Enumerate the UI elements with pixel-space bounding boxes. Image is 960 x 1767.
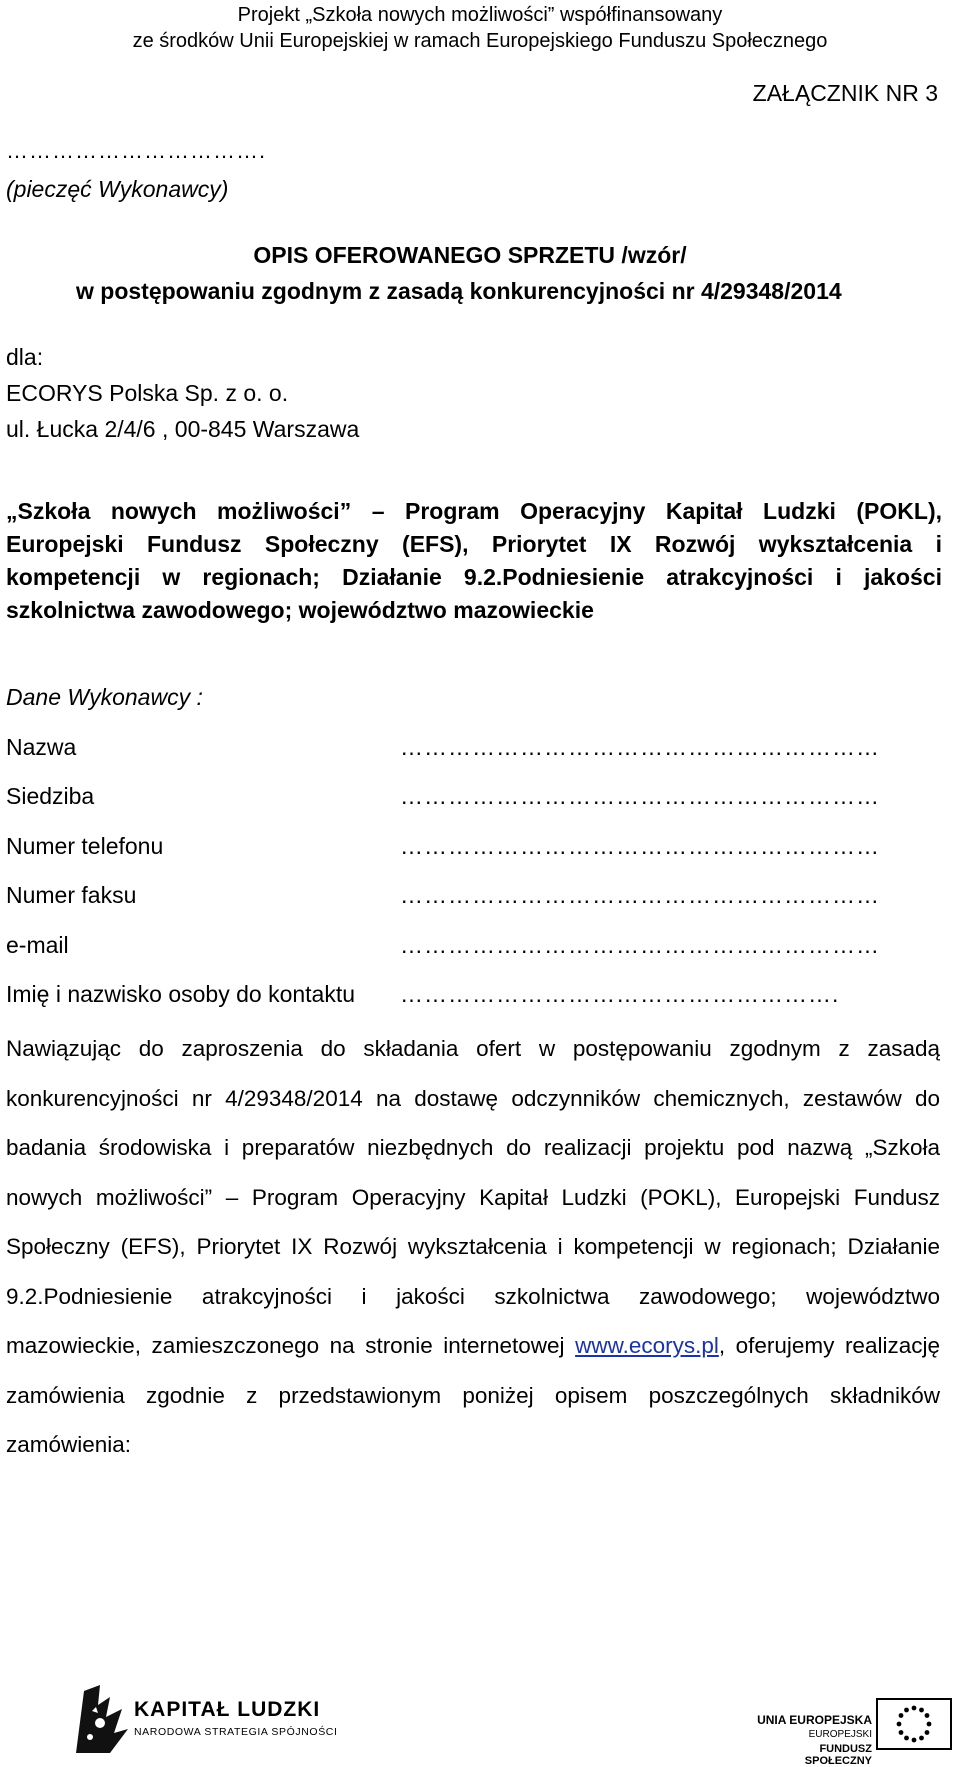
header-line-1: Projekt „Szkoła nowych możliwości” współfinansowany — [237, 4, 723, 26]
eu-flag-icon — [876, 1698, 952, 1750]
field-value-fax[interactable]: …………………………………………………… — [400, 882, 880, 908]
recipient-address: ul. Łucka 2/4/6 , 00-845 Warszawa — [6, 416, 360, 442]
stamp-label: (pieczęć Wykonawcy) — [6, 176, 229, 202]
recipient-name: ECORYS Polska Sp. z o. o. — [6, 380, 289, 406]
eu-label-social-fund: FUNDUSZ SPOŁECZNY — [804, 1743, 872, 1767]
field-value-contact-person[interactable]: ………………………………………………. — [400, 981, 840, 1007]
document-subtitle: w postępowaniu zgodnym z zasadą konkurencyjności nr 4/29348/2014 — [76, 278, 842, 304]
field-value-phone[interactable]: …………………………………………………… — [400, 833, 880, 859]
kapital-ludzki-title: KAPITAŁ LUDZKI — [134, 1698, 321, 1721]
field-value-name[interactable]: …………………………………………………… — [400, 734, 880, 760]
field-label-email: e-mail — [6, 932, 69, 958]
field-value-email[interactable]: …………………………………………………… — [400, 932, 880, 958]
field-label-phone: Numer telefonu — [6, 833, 164, 859]
ecorys-website-link[interactable]: www.ecorys.pl — [575, 1333, 719, 1358]
offer-text-part-1: Nawiązując do zaproszenia do składania ofert w postępowaniu zgodnym z zasadą konkurencyjności nr 4/29348/2014 na dostawę odczynników chemicznych, zestawów do badania środowiska i preparatów niezbędnych do realizacji projektu pod nazwą „Szkoła nowych możliwości” – Program Operacyjny Kapitał Ludzki (POKL), Europejski Fundusz Społeczny (EFS), Priorytet IX Rozwój wykształcenia i kompetencji w regionach; Działanie 9.2.Podniesienie atrakcyjności i jakości szkolnictwa zawodowego; województwo mazowieckie, zamieszczonego na stronie internetowej — [6, 1036, 940, 1358]
stamp-placeholder: ……………………………. — [6, 138, 267, 163]
field-label-contact-person: Imię i nazwisko osoby do kontaktu — [6, 981, 356, 1007]
annex-number: ZAŁĄCZNIK NR 3 — [752, 80, 938, 106]
eu-label-union: UNIA EUROPEJSKA — [757, 1713, 872, 1727]
project-description: „Szkoła nowych możliwości” – Program Operacyjny Kapitał Ludzki (POKL), Europejski Fundusz Społeczny (EFS), Priorytet IX Rozwój wykształcenia i kompetencji w regionach; Działanie 9.2.Podniesienie atrakcyjności i jakości szkolnictwa zawodowego; województwo mazowieckie — [6, 498, 942, 623]
header-line-2: ze środków Unii Europejskiej w ramach Europejskiego Funduszu Społecznego — [132, 30, 828, 52]
field-label-fax: Numer faksu — [6, 882, 137, 908]
document-title: OPIS OFEROWANEGO SPRZETU /wzór/ — [253, 242, 687, 268]
field-label-name: Nazwa — [6, 734, 77, 760]
field-label-seat: Siedziba — [6, 783, 95, 809]
contractor-section-label: Dane Wykonawcy : — [6, 684, 203, 710]
recipient-for-label: dla: — [6, 344, 44, 370]
field-value-seat[interactable]: …………………………………………………… — [400, 783, 880, 809]
offer-paragraph — [6, 1024, 940, 1470]
offer-text-part-2: , oferujemy realizację zamówienia zgodnie z przedstawionym poniżej opisem poszczególnych składników zamówienia: — [6, 1333, 940, 1457]
eu-label-european: EUROPEJSKI — [808, 1729, 872, 1740]
kapital-ludzki-subtitle: NARODOWA STRATEGIA SPÓJNOŚCI — [134, 1726, 338, 1738]
